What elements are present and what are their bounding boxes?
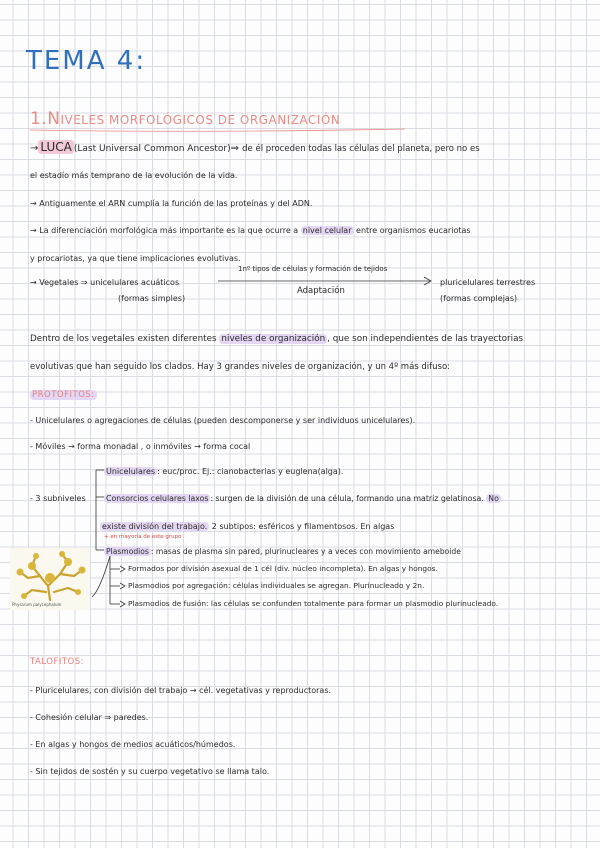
unicelulares-highlight: Unicelulares bbox=[106, 467, 156, 476]
formas-complejas: (formas complejas) bbox=[440, 294, 518, 303]
plasmodios-sub-1: Formados por división asexual de 1 cél (div. núcleo incompleta). En algas y hongos. bbox=[128, 564, 438, 573]
unicelulares-line bbox=[104, 466, 343, 478]
arn-line: → Antiguamente el ARN cumplía la función de las proteínas y del ADN. bbox=[30, 199, 313, 208]
diferenciacion-line-2: y procariotas, ya que tiene implicaciones evolutivas. bbox=[30, 254, 241, 263]
implies-arrow: ⇒ bbox=[80, 278, 88, 287]
consorcios-line bbox=[104, 493, 501, 505]
dentro-text-post: , que son independientes de las trayectorias bbox=[327, 334, 524, 344]
luca-text-2: el estadío más temprano de la evolución de la vida. bbox=[30, 171, 238, 180]
dentro-text: Dentro de los vegetales existen diferentes bbox=[30, 334, 220, 344]
existe-line bbox=[100, 521, 394, 533]
talofitos-item-4: - Sin tejidos de sostén y su cuerpo vegetativo se llama talo. bbox=[30, 767, 270, 776]
implies-arrow: ⇒ bbox=[230, 143, 239, 154]
diferenciacion-text-post: entre organismos eucariotas bbox=[353, 226, 471, 235]
formas-simples: (formas simples) bbox=[118, 294, 186, 303]
unicelulares-text: : euc/proc. Ej.: cianobacterias y euglena(alga). bbox=[157, 467, 344, 476]
page-title: TEMA 4: bbox=[26, 46, 147, 76]
talofitos-item-2: - Cohesión celular ⇒ paredes. bbox=[30, 713, 149, 722]
plasmodios-highlight: Plasmodios bbox=[106, 547, 149, 556]
luca-term: LUCA bbox=[40, 140, 72, 154]
plasmodios-sub-3: Plasmodios de fusión: las células se confunden totalmente para formar un plasmodio plurinucleado. bbox=[128, 599, 499, 608]
arrow-bullet: → bbox=[30, 143, 39, 154]
diferenciacion-text: → La diferenciación morfológica más importante es la que ocurre a bbox=[30, 226, 301, 235]
adaptacion-label: Adaptación bbox=[297, 286, 345, 296]
unicelulares-acuaticos: unicelulares acuáticos bbox=[90, 278, 180, 287]
existe-text: 2 subtipos: esféricos y filamentosos. En algas bbox=[209, 522, 395, 531]
consorcios-highlight: Consorcios celulares laxos bbox=[106, 494, 209, 503]
protofitos-item-2: - Móviles → forma monadal , o inmóviles → forma cocal bbox=[30, 442, 251, 451]
section-number: 1. bbox=[30, 109, 48, 129]
above-arrow-text: 1nº tipos de células y formación de tejidos bbox=[238, 265, 388, 273]
physarum-image bbox=[10, 548, 90, 610]
pluricelulares-terrestres: pluricelulares terrestres bbox=[440, 278, 536, 287]
red-note: + en mayoría de este grupo bbox=[104, 534, 182, 540]
section-heading-initial: N bbox=[47, 109, 61, 129]
talofitos-item-3: - En algas y hongos de medios acuáticos/húmedos. bbox=[30, 740, 236, 749]
physarum-drawing bbox=[10, 548, 90, 610]
consorcios-text: : surgen de la división de una célula, formando una matriz gelatinosa. bbox=[210, 494, 484, 503]
subniveles-label: - 3 subniveles bbox=[30, 494, 86, 503]
plasmodios-text: : masas de plasma sin pared, plurinucleares y a veces con movimiento ameboide bbox=[150, 547, 461, 556]
talofitos-item-1: - Pluricelulares, con división del trabajo → cél. vegetativas y reproductoras. bbox=[30, 686, 332, 695]
protofitos-label-text: PROTOFITOS: bbox=[32, 390, 95, 400]
dentro-line-2: evolutivas que han seguido los clados. Hay 3 grandes niveles de organización, y un 4º más difuso: bbox=[30, 362, 451, 372]
existe-division-highlight: existe división del trabajo. bbox=[102, 522, 208, 531]
plasmodios-line bbox=[104, 546, 461, 558]
nivel-celular-highlight: nivel celular bbox=[302, 226, 352, 235]
luca-text-1: de él proceden todas las células del planeta, pero no es bbox=[242, 144, 480, 154]
talofitos-label: TALOFITOS: bbox=[30, 657, 85, 667]
plasmodios-sub-2: Plasmodios por agregación: células individuales se agregan. Plurinucleado y 2n. bbox=[128, 581, 425, 590]
luca-expansion: (Last Universal Common Ancestor) bbox=[73, 144, 231, 154]
section-heading-rest: IVELES MORFOLÓGICOS DE ORGANIZACIÓN bbox=[60, 113, 341, 127]
image-caption: Physarum polycephalum bbox=[12, 602, 62, 607]
vegetales-label: → Vegetales bbox=[30, 278, 79, 287]
no-highlight: No bbox=[488, 494, 499, 503]
niveles-organizacion-highlight: niveles de organización bbox=[221, 334, 326, 344]
protofitos-item-1: - Unicelulares o agregaciones de células (pueden descomponerse y ser individuos unicelulares). bbox=[30, 416, 416, 425]
